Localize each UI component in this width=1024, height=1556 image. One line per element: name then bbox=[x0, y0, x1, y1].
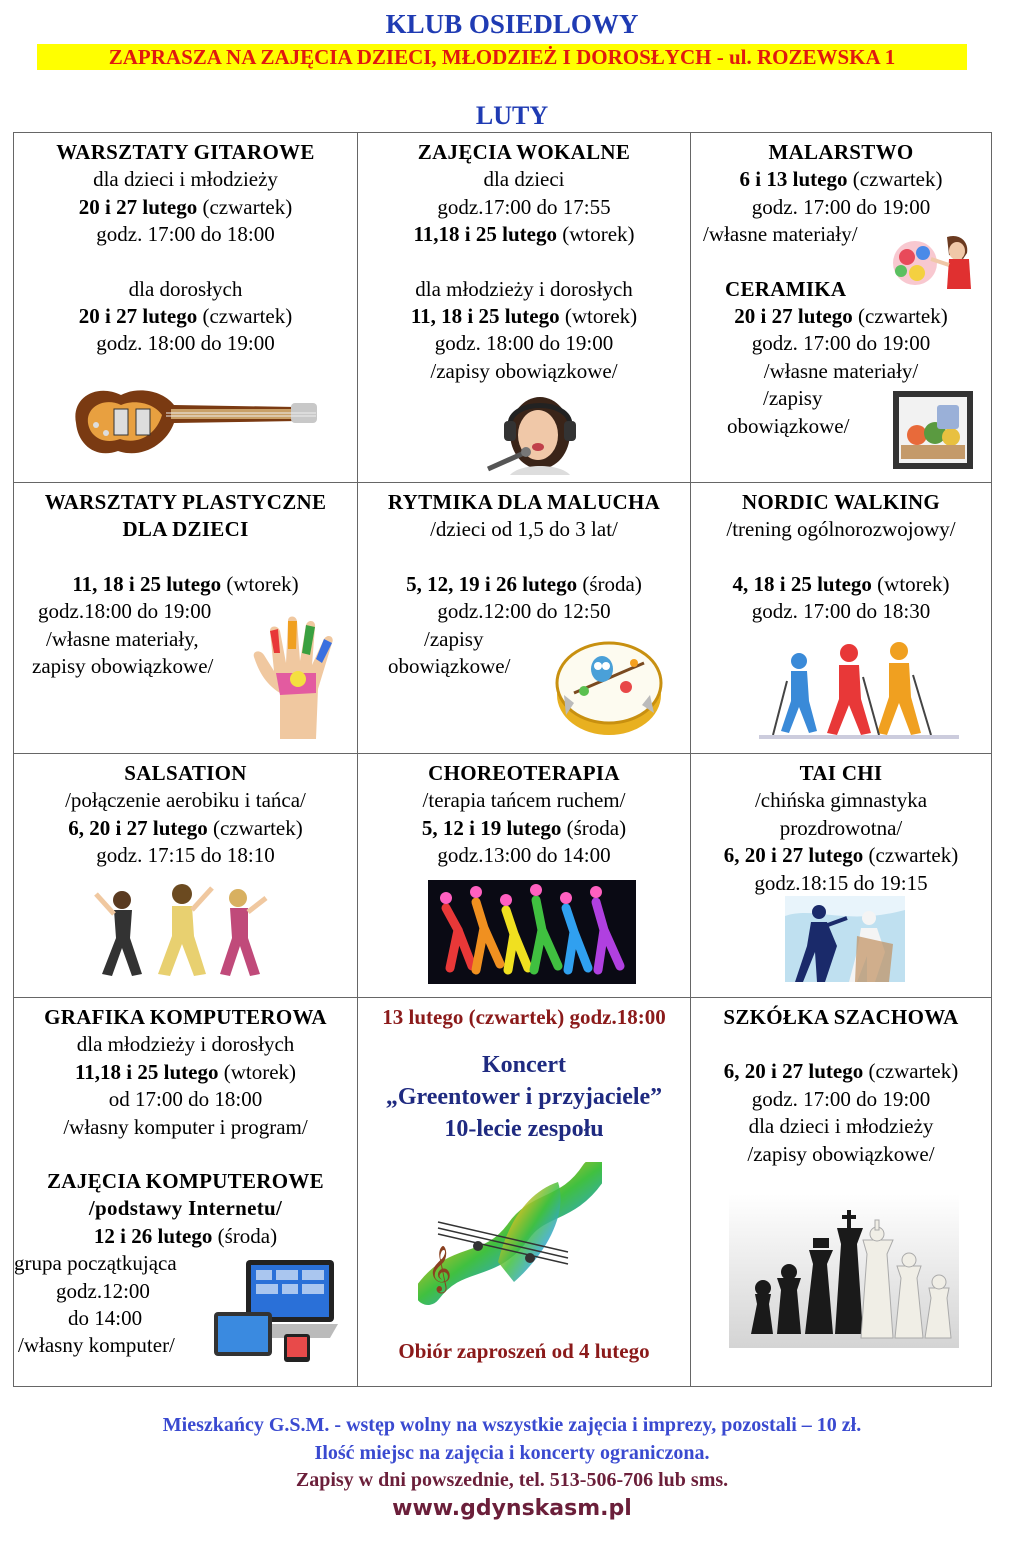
cell-line: /terapia tańcem ruchem/ bbox=[422, 788, 626, 813]
cell-line: 11,18 i 25 lutego (wtorek) bbox=[74, 1059, 297, 1084]
month-heading: LUTY bbox=[475, 101, 549, 130]
cell-line: 6, 20 i 27 lutego (czwartek) bbox=[723, 843, 959, 868]
cell-computer-graphics bbox=[14, 998, 358, 1387]
cell-line: dla dzieci i młodzieży bbox=[748, 1114, 934, 1139]
table-row bbox=[14, 483, 992, 754]
cell-line: do 14:00 bbox=[68, 1306, 143, 1331]
concert-subtitle: 10-lecie zespołu bbox=[444, 1116, 604, 1143]
cell-line: dla dorosłych bbox=[128, 276, 243, 301]
nordic-walkers-icon bbox=[759, 641, 959, 739]
cell-line: dla dzieci i młodzieży bbox=[93, 167, 278, 192]
electric-guitar-icon bbox=[66, 373, 318, 465]
cell-line: godz.17:00 do 17:55 bbox=[437, 194, 611, 219]
cell-line: 6 i 13 lutego (czwartek) bbox=[739, 167, 943, 192]
cell-line: godz. 17:00 do 18:30 bbox=[751, 599, 931, 624]
cell-line: grupa początkująca bbox=[14, 1251, 177, 1276]
painted-hand-icon bbox=[250, 613, 346, 739]
cell-line: godz.18:15 do 19:15 bbox=[754, 870, 928, 895]
svg-text:𝄞: 𝄞 bbox=[428, 1246, 452, 1292]
concert-title: „Greentower i przyjaciele” bbox=[385, 1084, 663, 1111]
cell-line: obowiązkowe/ bbox=[388, 654, 511, 679]
chess-pieces-icon bbox=[729, 1194, 959, 1348]
cell-line: /zapisy bbox=[424, 626, 484, 651]
cell-line: 5, 12, 19 i 26 lutego (środa) bbox=[406, 571, 642, 596]
cell-line: godz.13:00 do 14:00 bbox=[437, 843, 611, 868]
cell-line: /własne materiały/ bbox=[703, 222, 858, 247]
cell-line: godz.12:00 do 12:50 bbox=[437, 599, 611, 624]
cell-line: 11,18 i 25 lutego (wtorek) bbox=[413, 222, 635, 247]
cell-line: godz. 17:00 do 19:00 bbox=[751, 1086, 931, 1111]
cell-line: /własne materiały, bbox=[46, 626, 199, 651]
cell-line: 11, 18 i 25 lutego (wtorek) bbox=[410, 304, 638, 329]
cell-vocal-classes bbox=[358, 133, 691, 483]
cell-line: godz.12:00 bbox=[56, 1278, 150, 1303]
dancers-icon bbox=[92, 878, 268, 978]
cell-title: ZAJĘCIA KOMPUTEROWE bbox=[47, 1169, 324, 1194]
invitation-note: Obiór zaproszeń od 4 lutego bbox=[398, 1339, 650, 1363]
cell-line: /zapisy obowiązkowe/ bbox=[747, 1141, 935, 1166]
table-row bbox=[14, 754, 992, 998]
cell-line: /połączenie aerobiku i tańca/ bbox=[65, 788, 306, 813]
cell-line: godz. 17:00 do 18:00 bbox=[96, 222, 275, 247]
cell-title: MALARSTWO bbox=[768, 140, 914, 164]
cell-title: DLA DZIECI bbox=[122, 517, 249, 542]
table-row bbox=[14, 133, 992, 483]
cell-line: godz. 17:00 do 19:00 bbox=[751, 331, 931, 356]
cell-line: 12 i 26 lutego (środa) bbox=[93, 1223, 278, 1248]
footer-website-link[interactable]: www.gdynskasm.pl bbox=[392, 1496, 632, 1521]
ceramic-painting-icon bbox=[893, 391, 973, 469]
singer-with-headphones-icon bbox=[480, 395, 592, 475]
cell-title: ZAJĘCIA WOKALNE bbox=[417, 140, 631, 164]
cell-title: WARSZTATY GITAROWE bbox=[56, 140, 315, 164]
cell-line: dla dzieci bbox=[483, 167, 565, 192]
cell-line: 20 i 27 lutego (czwartek) bbox=[78, 304, 293, 329]
cell-line: godz. 18:00 do 19:00 bbox=[96, 331, 275, 356]
cell-line: /zapisy bbox=[763, 386, 823, 411]
cell-line: dla młodzieży i dorosłych bbox=[76, 1032, 295, 1057]
cell-line: godz. 18:00 do 19:00 bbox=[434, 331, 614, 356]
cell-line: /własny komputer i program/ bbox=[63, 1114, 308, 1139]
cell-line: 5, 12 i 19 lutego (środa) bbox=[421, 815, 627, 840]
cell-line: obowiązkowe/ bbox=[727, 413, 850, 438]
cell-line: /zapisy obowiązkowe/ bbox=[430, 358, 618, 383]
cell-guitar-workshops bbox=[14, 133, 358, 483]
cell-title: SALSATION bbox=[124, 761, 247, 785]
cell-art-workshops bbox=[14, 483, 358, 754]
cell-line: 20 i 27 lutego (czwartek) bbox=[734, 304, 948, 329]
footer-signup-info: Zapisy w dni powszednie, tel. 513-506-706 lub sms. bbox=[295, 1469, 729, 1491]
cell-rhythm-toddlers bbox=[358, 483, 691, 754]
cell-line: 6, 20 i 27 lutego (czwartek) bbox=[723, 1059, 959, 1084]
cell-title: NORDIC WALKING bbox=[741, 490, 941, 514]
cell-concert bbox=[358, 998, 691, 1387]
cell-line: /chińska gimnastyka bbox=[754, 788, 928, 813]
tai-chi-figures-icon bbox=[785, 896, 905, 982]
cell-line: 11, 18 i 25 lutego (wtorek) bbox=[72, 571, 299, 596]
cell-title: CHOREOTERAPIA bbox=[428, 761, 620, 785]
cell-chess-school bbox=[691, 998, 992, 1387]
cell-line: 4, 18 i 25 lutego (wtorek) bbox=[732, 571, 950, 596]
cell-salsation bbox=[14, 754, 358, 998]
cell-line: prozdrowotna/ bbox=[779, 815, 903, 840]
cell-painting-ceramics bbox=[691, 133, 992, 483]
schedule-table bbox=[13, 132, 992, 1387]
cell-choreotherapy bbox=[358, 754, 691, 998]
cell-line: /dzieci od 1,5 do 3 lat/ bbox=[430, 517, 618, 542]
colorful-dancers-icon bbox=[428, 880, 636, 984]
footer-entry-info: Mieszkańcy G.S.M. - wstęp wolny na wszystkie zajęcia i imprezy, pozostali – 10 zł. bbox=[162, 1414, 862, 1436]
page-subtitle: ZAPRASZA NA ZAJĘCIA DZIECI, MŁODZIEŻ I DOROSŁYCH - ul. ROZEWSKA 1 bbox=[37, 44, 967, 70]
cell-line: godz. 17:15 do 18:10 bbox=[96, 843, 275, 868]
cell-line: godz.18:00 do 19:00 bbox=[38, 599, 212, 624]
cell-title: RYTMIKA DLA MALUCHA bbox=[387, 490, 661, 514]
cell-line: /własne materiały/ bbox=[763, 358, 919, 383]
cell-line: /trening ogólnorozwojowy/ bbox=[726, 517, 956, 542]
laptop-tablet-phone-icon bbox=[214, 1252, 338, 1364]
concert-date: 13 lutego (czwartek) godz.18:00 bbox=[382, 1005, 666, 1029]
cell-title: WARSZTATY PLASTYCZNE bbox=[44, 490, 327, 514]
cell-tai-chi bbox=[691, 754, 992, 998]
cell-line: zapisy obowiązkowe/ bbox=[32, 654, 214, 679]
cell-title: TAI CHI bbox=[799, 761, 883, 785]
concert-label: Koncert bbox=[482, 1052, 566, 1079]
tambourine-icon bbox=[554, 633, 664, 739]
cell-nordic-walking bbox=[691, 483, 992, 754]
cell-line: 6, 20 i 27 lutego (czwartek) bbox=[68, 815, 303, 840]
cell-subtitle: /podstawy Internetu/ bbox=[88, 1196, 283, 1221]
table-row bbox=[14, 998, 992, 1387]
cell-line: 20 i 27 lutego (czwartek) bbox=[78, 194, 293, 219]
cell-line: /własny komputer/ bbox=[18, 1333, 175, 1358]
cell-title: SZKÓŁKA SZACHOWA bbox=[723, 1005, 959, 1029]
cell-line: od 17:00 do 18:00 bbox=[108, 1087, 263, 1112]
rainbow-music-icon bbox=[418, 1162, 602, 1308]
cell-line: dla młodzieży i dorosłych bbox=[415, 276, 633, 301]
footer-capacity-info: Ilość miejsc na zajęcia i koncerty ograniczona. bbox=[314, 1442, 710, 1464]
cell-title: CERAMIKA bbox=[725, 276, 847, 301]
cell-line: godz. 17:00 do 19:00 bbox=[751, 194, 931, 219]
page-title: KLUB OSIEDLOWY bbox=[385, 9, 639, 39]
cell-title: GRAFIKA KOMPUTEROWA bbox=[44, 1005, 327, 1029]
painter-icon bbox=[887, 229, 979, 295]
